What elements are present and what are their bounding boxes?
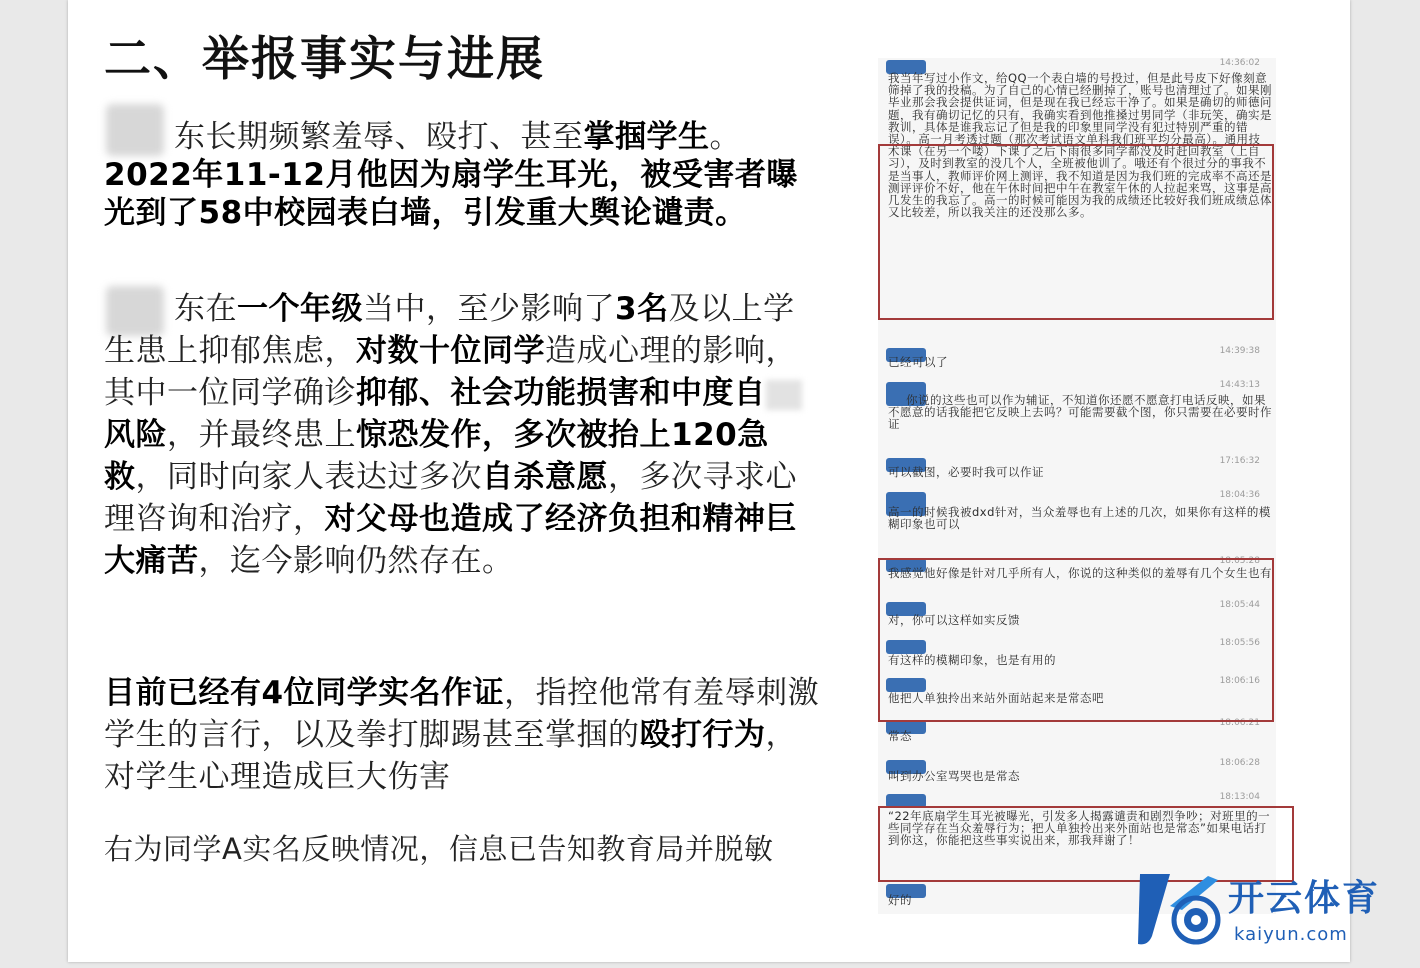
p3-text-1: ，指控他常有羞辱刺激学生的言行，以及拳打脚踢甚至掌掴的 xyxy=(104,675,820,753)
chat-screenshot xyxy=(878,58,1276,914)
p1-text-1: 东长期频繁羞辱、殴打、甚至 xyxy=(174,119,584,155)
message-time: 18:13:04 xyxy=(1219,792,1260,802)
message-time: 14:39:38 xyxy=(1219,346,1260,356)
p2-bold-5: 风险 xyxy=(104,417,167,453)
p3-bold-1: 目前已经有4位同学实名作证 xyxy=(104,675,505,711)
message-text: “22年底扇学生耳光被曝光，引发多人揭露谴责和剧烈争吵；对班里的一些同学存在当众羞辱行为；把人单独拎出来外面站也是常态”如果电话打到你这，你能把这些事实说出来，那我拜谢了！ xyxy=(888,809,1271,848)
p3-bold-2: 殴打行为 xyxy=(639,717,766,753)
p2-bold-7: 自杀意愿 xyxy=(482,459,608,495)
message-text: 我感觉他好像是针对几乎所有人，你说的这种类似的羞辱有几个女生也有 xyxy=(888,566,1272,580)
logo-text-cn: 开云体育 xyxy=(1228,878,1381,919)
p2-bold-6: 惊恐发作，多次被抬上120急救 xyxy=(104,417,769,495)
p2-bold-8: 对父母也造成了经济负担和精神巨大痛苦 xyxy=(104,501,797,579)
message-time: 18:06:28 xyxy=(1219,758,1260,768)
paragraph-2 xyxy=(104,288,824,582)
p2-text-7: ，多次寻求心理咨询和治疗， xyxy=(104,459,797,537)
message-time: 18:05:56 xyxy=(1219,638,1260,648)
paragraph-4: 右为同学A实名反映情况，信息已告知教育局并脱敏 xyxy=(104,832,774,866)
message-time: 14:43:13 xyxy=(1219,380,1260,390)
message-text: 对，你可以这样如实反馈 xyxy=(888,613,1020,627)
message-text: 可以截图，必要时我可以作证 xyxy=(888,465,1044,479)
p1-text-2: 。 xyxy=(709,119,741,155)
p2-text-1: 东在 xyxy=(174,291,237,327)
p2-bold-2: 3名 xyxy=(615,291,669,327)
highlight-box-2 xyxy=(878,558,1274,722)
p2-bold-3: 对数十位同学 xyxy=(356,333,545,369)
p1-bold-2: 2022年11-12月他因为扇学生耳光，被受害者曝光到了58中校园表白墙，引发重大舆论谴责。 xyxy=(104,157,798,231)
message-text: 你说的这些也可以作为辅证，不知道你还愿不愿意打电话反映，如果不愿意的话我能把它反映上去吗？可能需要截个图，你只需要在必要时作证 xyxy=(888,393,1272,432)
message-time: 17:16:32 xyxy=(1219,456,1260,466)
message-time: 18:06:16 xyxy=(1219,676,1260,686)
p2-text-4: 造成心理的影响，其中一位同学确诊 xyxy=(104,333,797,411)
slide xyxy=(68,0,1350,962)
message-time: 14:36:02 xyxy=(1219,58,1260,68)
p2-bold-1: 一个年级 xyxy=(237,291,363,327)
redacted-word xyxy=(766,380,802,410)
p2-bold-4: 抑郁、社会功能损害和中度自 xyxy=(356,375,766,411)
message-time: 18:05:44 xyxy=(1219,600,1260,610)
p1-bold-1: 掌掴学生 xyxy=(583,119,710,155)
message-text: 有这样的模糊印象，也是有用的 xyxy=(888,653,1056,667)
paragraph-3 xyxy=(104,672,824,798)
message-text: 常态 xyxy=(888,729,912,743)
message-text: 好的 xyxy=(888,893,912,907)
slide-title: 二、举报事实与进展 xyxy=(104,32,545,87)
paragraph-1 xyxy=(104,118,824,232)
p2-text-5: ，并最终患上 xyxy=(167,417,356,453)
p2-text-6: ，同时向家人表达过多次 xyxy=(135,459,482,495)
message-time: 18:06:21 xyxy=(1219,718,1260,728)
message-time: 18:05:28 xyxy=(1219,556,1260,566)
message-time: 18:04:36 xyxy=(1219,490,1260,500)
p3-text-2: ，对学生心理造成巨大伤害 xyxy=(104,717,797,795)
message-text: 我当年写过小作文，给QQ一个表白墙的号投过，但是此号皮下好像刻意筛掉了我的投稿。为了自己的心情已经删掉了，账号也清理过了。如果刚毕业那会我会提供证词，但是现在我已经忘干净了。如果是确切的师德问题，我有确切记忆的只有，我确实看到他推搡过男同学（非玩笑，确实是教训，具体是谁我忘记了但是我的印象里同学没有犯过特别严重的错误）。高一月考透过题（那次考试语文单科我们班平均分最高）。通用技术课（在另一个喽）下课了之后下雨很多同学都没及时赶回教室（上自习），及时到教室的没几个人，全班被他训了。哦还有个很过分的事我不是当事人，教师评价网上测评，我不知道是因为我们班的完成率不高还是测评评价不好，他在午休时间把中午在教室午休的人拉起来骂，这事是高几发生的我忘了。高一的时候可能因为我的成绩还比较好我们班成绩总体又比较差，所以我关注的还没那么多。 xyxy=(888,71,1272,220)
p2-text-8: ，迄今影响仍然存在。 xyxy=(198,543,514,579)
message-text: 已经可以了 xyxy=(888,355,948,369)
message-text: 他把人单独拎出来站外面站起来是常态吧 xyxy=(888,691,1104,705)
p2-text-3: 及以上学生患上抑郁焦虑， xyxy=(104,291,795,369)
logo-text-en: kaiyun.com xyxy=(1234,924,1348,945)
message-text: 叫到办公室骂哭也是常态 xyxy=(888,769,1020,783)
p2-text-2: 当中，至少影响了 xyxy=(363,291,615,327)
kaiyun-logo xyxy=(1130,866,1410,950)
logo-mark-icon xyxy=(1130,866,1230,950)
highlight-box-1 xyxy=(878,144,1274,320)
message-text: 高一的时候我被dxd针对，当众羞辱也有上述的几次，如果你有这样的模糊印象也可以 xyxy=(888,505,1271,532)
